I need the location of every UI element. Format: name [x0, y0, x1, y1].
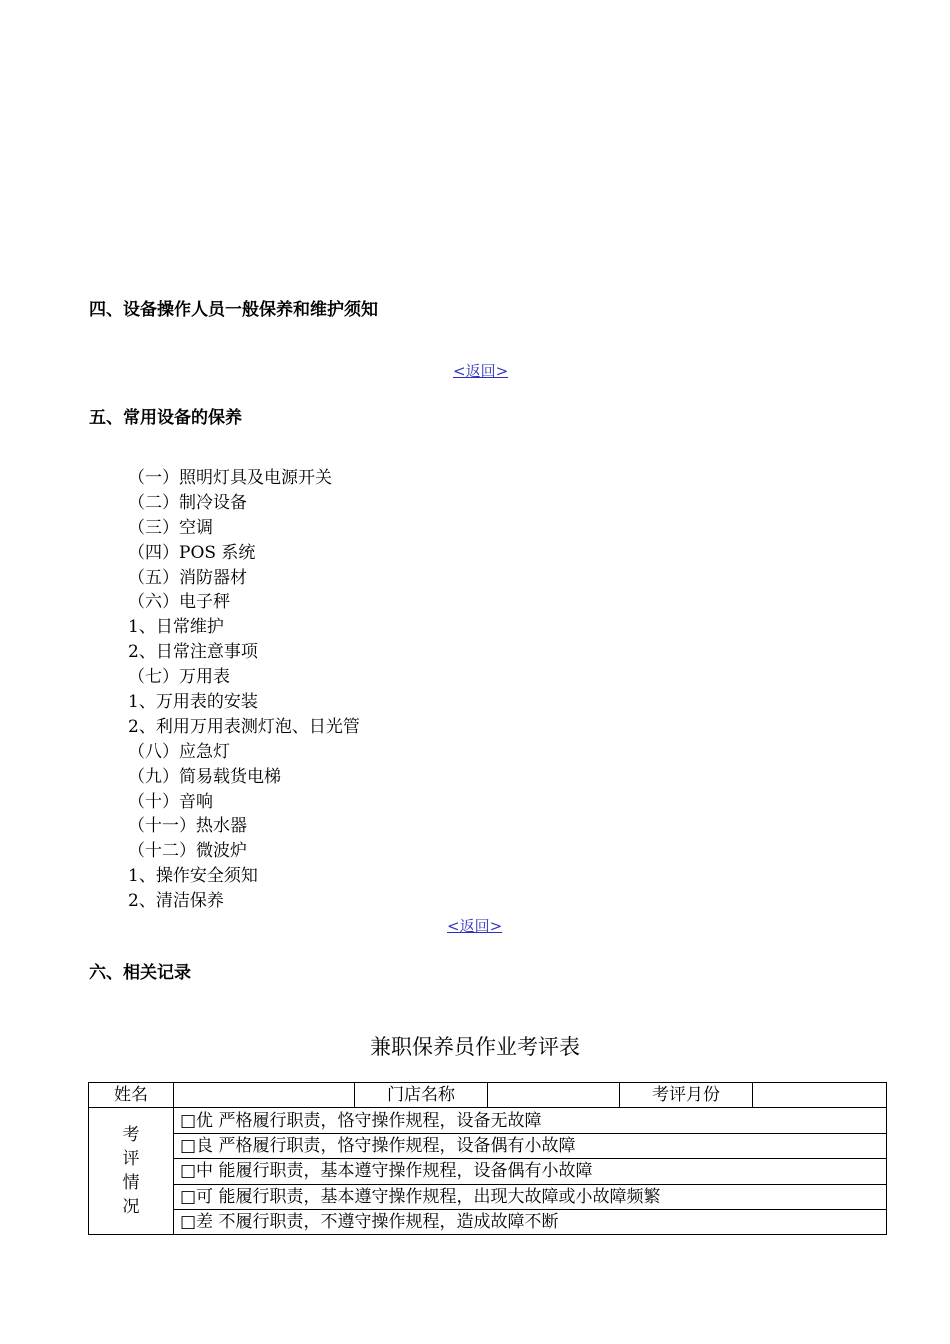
- month-label-cell: 考评月份: [620, 1083, 753, 1108]
- evaluation-form-title: 兼职保养员作业考评表: [370, 1035, 580, 1059]
- toc-item[interactable]: （四）POS 系统: [128, 542, 256, 563]
- label-char: 考: [122, 1125, 140, 1146]
- return-link-top[interactable]: <返回>: [453, 362, 509, 380]
- toc-subitem[interactable]: 2、日常注意事项: [128, 642, 258, 663]
- label-char: 情: [122, 1173, 140, 1194]
- store-label-cell: 门店名称: [355, 1083, 488, 1108]
- toc-subitem[interactable]: 1、操作安全须知: [128, 866, 258, 887]
- store-value-cell[interactable]: [488, 1083, 620, 1108]
- table-row: [89, 1209, 887, 1234]
- toc-item[interactable]: （一）照明灯具及电源开关: [128, 468, 332, 488]
- toc-item[interactable]: （八）应急灯: [128, 741, 230, 762]
- toc-item[interactable]: （七）万用表: [128, 667, 230, 688]
- toc-item[interactable]: （六）电子秤: [128, 592, 230, 613]
- rating-option-average[interactable]: □中 能履行职责，基本遵守操作规程，设备偶有小故障: [174, 1159, 887, 1184]
- toc-item[interactable]: （十一）热水器: [128, 816, 247, 837]
- table-row: [89, 1108, 887, 1133]
- table-row: [89, 1133, 887, 1158]
- rating-option-poor[interactable]: □差 不履行职责，不遵守操作规程，造成故障不断: [174, 1209, 887, 1234]
- evaluation-status-label: [89, 1108, 174, 1235]
- table-row: [89, 1159, 887, 1184]
- table-header-row: [89, 1083, 887, 1108]
- evaluation-table: [88, 1082, 887, 1235]
- toc-item[interactable]: （十二）微波炉: [128, 841, 247, 862]
- rating-option-fair[interactable]: □可 能履行职责，基本遵守操作规程，出现大故障或小故障频繁: [174, 1184, 887, 1209]
- label-char: 况: [122, 1197, 140, 1218]
- month-value-cell[interactable]: [753, 1083, 887, 1108]
- label-char: 评: [122, 1149, 140, 1170]
- section-4-heading: 四、设备操作人员一般保养和维护须知: [89, 300, 378, 320]
- toc-item[interactable]: （三）空调: [128, 517, 213, 538]
- toc-item[interactable]: （二）制冷设备: [128, 492, 247, 513]
- rating-option-good[interactable]: □良 严格履行职责，恪守操作规程，设备偶有小故障: [174, 1133, 887, 1158]
- toc-subitem[interactable]: 2、清洁保养: [128, 891, 224, 912]
- name-label-cell: 姓名: [89, 1083, 174, 1108]
- section-6-heading: 六、相关记录: [89, 963, 191, 983]
- toc-item[interactable]: （十）音响: [128, 791, 213, 812]
- toc-subitem[interactable]: 1、万用表的安装: [128, 692, 258, 713]
- name-value-cell[interactable]: [174, 1083, 355, 1108]
- return-link-bottom[interactable]: <返回>: [447, 917, 503, 935]
- toc-subitem[interactable]: 2、利用万用表测灯泡、日光管: [128, 716, 360, 737]
- equipment-maintenance-toc: [128, 466, 360, 914]
- toc-item[interactable]: （九）简易载货电梯: [128, 766, 281, 787]
- toc-item[interactable]: （五）消防器材: [128, 567, 247, 588]
- table-row: [89, 1184, 887, 1209]
- toc-subitem[interactable]: 1、日常维护: [128, 617, 224, 638]
- section-5-heading: 五、常用设备的保养: [89, 408, 242, 428]
- rating-option-excellent[interactable]: □优 严格履行职责，恪守操作规程，设备无故障: [174, 1108, 887, 1133]
